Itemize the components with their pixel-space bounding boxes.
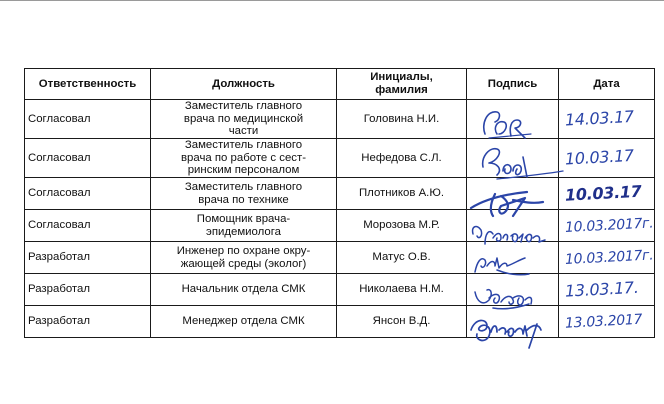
table-row	[25, 178, 655, 210]
position-line: Инженер по охране окру-	[176, 244, 311, 257]
position-line: Помощник врача-	[196, 212, 291, 225]
position-line: эпидемиолога	[206, 225, 281, 238]
cell-name: Матус О.В.	[337, 242, 467, 274]
handwritten-date: 10.03.17	[564, 181, 642, 205]
page-top-rule	[0, 0, 664, 1]
cell-responsibility: Согласовал	[25, 178, 151, 210]
cell-date	[559, 100, 655, 139]
cell-position	[151, 274, 337, 306]
cell-responsibility: Разработал	[25, 274, 151, 306]
position-line: Менеджер отдела СМК	[182, 315, 305, 328]
cell-signature	[467, 306, 559, 338]
position-line: ринским персоналом	[187, 164, 300, 177]
handwritten-date: 10.03.17	[564, 145, 635, 169]
handwritten-signature	[467, 300, 559, 350]
position-line: Заместитель главного	[184, 139, 303, 152]
position-line: Заместитель главного	[184, 100, 303, 113]
cell-name: Плотников А.Ю.	[337, 178, 467, 210]
table-row	[25, 274, 655, 306]
handwritten-date: 13.03.17.	[564, 277, 640, 301]
table-row	[25, 242, 655, 274]
cell-responsibility: Согласовал	[25, 139, 151, 178]
header-initials	[337, 69, 467, 100]
handwritten-date: 10.03.2017г.	[564, 214, 654, 236]
cell-responsibility: Разработал	[25, 242, 151, 274]
position-line: Начальник отдела СМК	[181, 283, 306, 296]
table-row	[25, 306, 655, 338]
header-responsibility: Ответственность	[25, 69, 151, 100]
cell-name: Головина Н.И.	[337, 100, 467, 139]
position-line: врача по медицинской	[183, 112, 304, 125]
cell-name: Нефедова С.Л.	[337, 139, 467, 178]
cell-name: Морозова М.Р.	[337, 210, 467, 242]
handwritten-date: 10.03.2017г.	[564, 246, 654, 268]
position-line: части	[228, 125, 259, 138]
position-line: Заместитель главного	[184, 180, 303, 193]
approval-sheet-table	[24, 68, 655, 338]
handwritten-date: 14.03.17	[564, 106, 635, 130]
cell-position	[151, 100, 337, 139]
table-row	[25, 100, 655, 139]
cell-name: Николаева Н.М.	[337, 274, 467, 306]
cell-date	[559, 139, 655, 178]
position-line: жающей среды (эколог)	[180, 257, 307, 270]
header-position: Должность	[151, 69, 337, 100]
header-initials-line1: Инициалы,	[370, 71, 433, 84]
cell-responsibility: Согласовал	[25, 210, 151, 242]
table-row	[25, 210, 655, 242]
cell-date	[559, 242, 655, 274]
table-header-row	[25, 69, 655, 100]
handwritten-date: 13.03.2017	[564, 311, 643, 332]
cell-position	[151, 139, 337, 178]
cell-position	[151, 306, 337, 338]
cell-date	[559, 274, 655, 306]
header-signature: Подпись	[467, 69, 559, 100]
table-row	[25, 139, 655, 178]
cell-date	[559, 306, 655, 338]
cell-date	[559, 178, 655, 210]
cell-date	[559, 210, 655, 242]
cell-name: Янсон В.Д.	[337, 306, 467, 338]
position-line: врача по работе с сест-	[180, 151, 307, 164]
cell-position	[151, 178, 337, 210]
cell-responsibility: Разработал	[25, 306, 151, 338]
cell-position	[151, 242, 337, 274]
cell-position	[151, 210, 337, 242]
cell-responsibility: Согласовал	[25, 100, 151, 139]
position-line: врача по технике	[198, 193, 289, 206]
header-date: Дата	[559, 69, 655, 100]
header-initials-line2: фамилия	[375, 84, 428, 96]
